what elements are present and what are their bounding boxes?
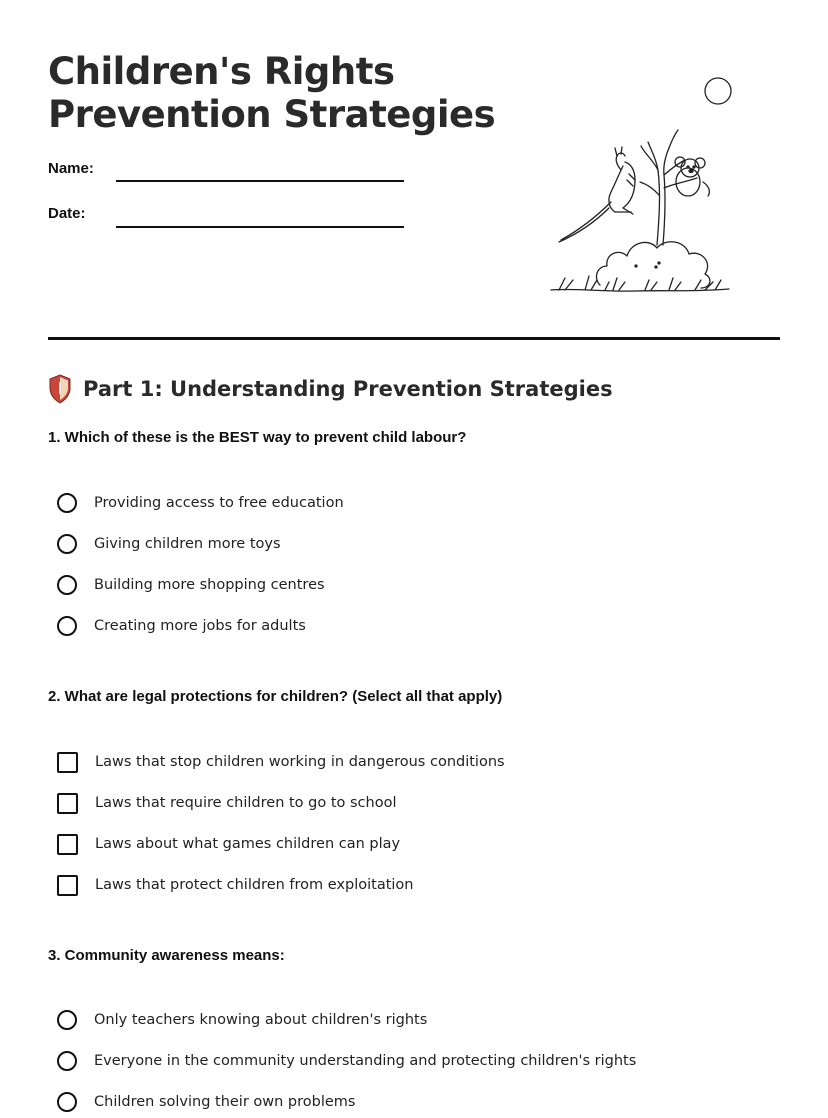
sun-icon: [705, 78, 731, 104]
option-label: Providing access to free education: [94, 495, 344, 511]
part1-heading: [48, 374, 613, 404]
q1-option-4[interactable]: [57, 613, 306, 639]
option-label: Children solving their own problems: [94, 1094, 356, 1110]
part1-title: Part 1: Understanding Prevention Strategies: [83, 377, 613, 401]
question-1: 1. Which of these is the BEST way to prevent child labour?: [48, 429, 467, 446]
question-2: 2. What are legal protections for children? (Select all that apply): [48, 688, 503, 705]
radio-button[interactable]: [57, 1010, 77, 1030]
radio-button[interactable]: [57, 616, 77, 636]
title-line-2: Prevention Strategies: [48, 93, 496, 136]
checkbox[interactable]: [57, 875, 78, 896]
page-title: [48, 50, 495, 136]
option-label: Giving children more toys: [94, 536, 281, 552]
question-3: 3. Community awareness means:: [48, 947, 285, 964]
checkbox[interactable]: [57, 793, 78, 814]
q1-option-3[interactable]: [57, 572, 325, 598]
radio-button[interactable]: [57, 534, 77, 554]
kangaroo-koala-tree-icon: [545, 70, 745, 305]
q3-option-1[interactable]: [57, 1007, 427, 1033]
option-label: Laws about what games children can play: [95, 836, 401, 852]
section-divider: [48, 337, 780, 340]
option-label: Only teachers knowing about children's rights: [94, 1012, 428, 1028]
date-field[interactable]: [116, 226, 404, 228]
q2-option-2[interactable]: [57, 790, 397, 816]
radio-button[interactable]: [57, 1092, 77, 1112]
radio-button[interactable]: [57, 493, 77, 513]
name-label: Name:: [48, 160, 94, 177]
date-label: Date:: [48, 205, 86, 222]
q1-option-2[interactable]: [57, 531, 281, 557]
option-label: Everyone in the community understanding and protecting children's rights: [94, 1053, 637, 1069]
radio-button[interactable]: [57, 1051, 77, 1071]
q2-option-4[interactable]: [57, 872, 414, 898]
q2-option-3[interactable]: [57, 831, 400, 857]
checkbox[interactable]: [57, 752, 78, 773]
option-label: Laws that require children to go to school: [95, 795, 397, 811]
radio-button[interactable]: [57, 575, 77, 595]
option-label: Building more shopping centres: [94, 577, 325, 593]
name-field[interactable]: [116, 180, 404, 182]
q1-option-1[interactable]: [57, 490, 344, 516]
q3-option-3[interactable]: [57, 1089, 355, 1115]
shield-icon: [48, 374, 72, 404]
q3-option-2[interactable]: [57, 1048, 636, 1074]
option-label: Creating more jobs for adults: [94, 618, 306, 634]
option-label: Laws that protect children from exploitation: [95, 877, 414, 893]
checkbox[interactable]: [57, 834, 78, 855]
option-label: Laws that stop children working in dangerous conditions: [95, 754, 505, 770]
q2-option-1[interactable]: [57, 749, 505, 775]
title-line-1: Children's Rights: [48, 50, 395, 93]
